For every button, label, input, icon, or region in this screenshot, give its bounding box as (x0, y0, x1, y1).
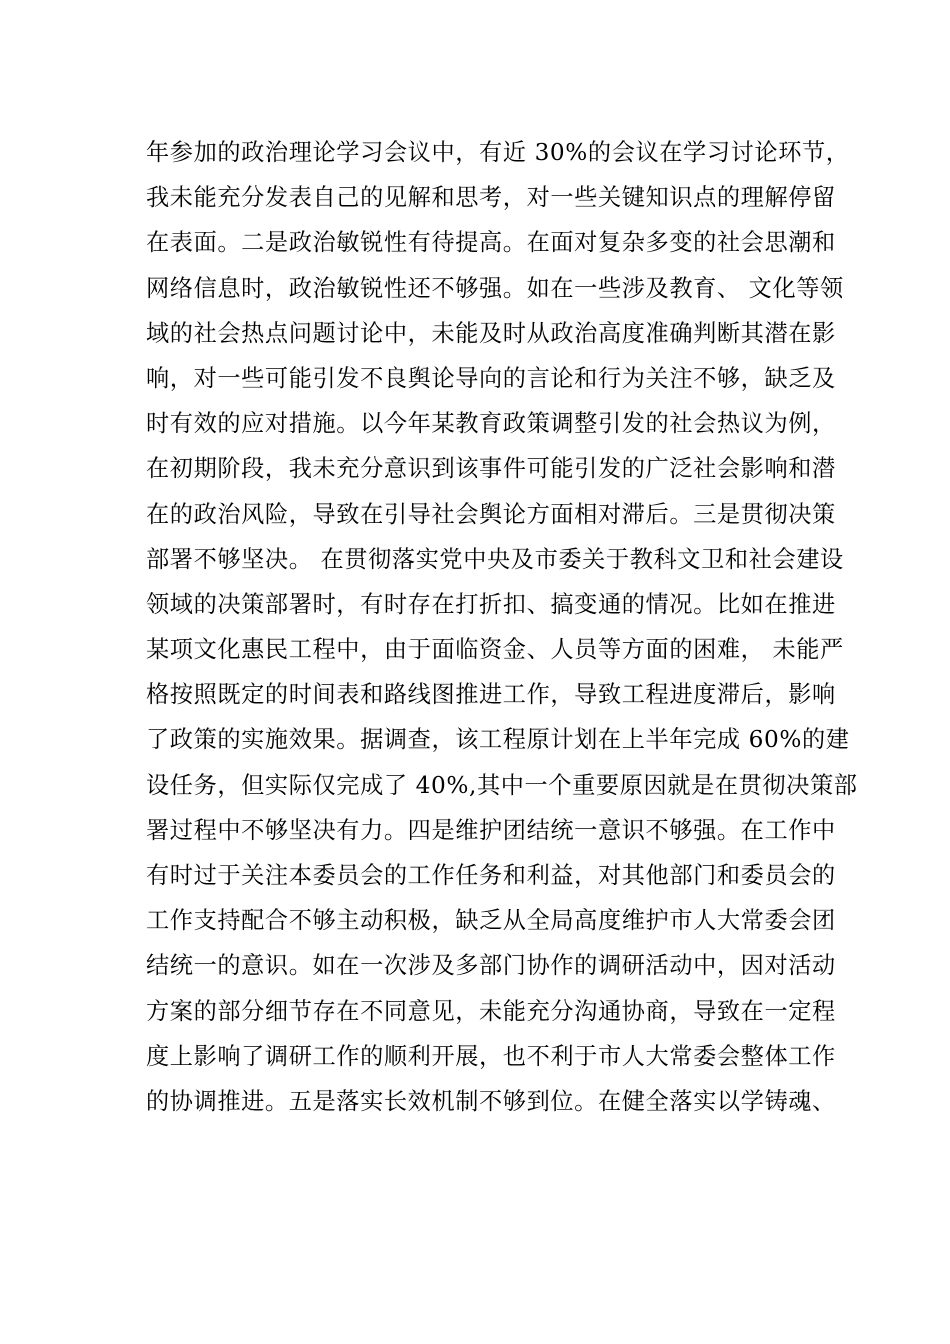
text-line: 工作支持配合不够主动积极，缺乏从全局高度维护市人大常委会团 (146, 907, 836, 935)
text-line: 格按照既定的时间表和路线图推进工作，导致工程进度滞后，影响 (146, 681, 836, 709)
text-line: 在表面。二是政治敏锐性有待提高。在面对复杂多变的社会思潮和 (146, 229, 836, 257)
text-line: 署过程中不够坚决有力。四是维护团结统一意识不够强。在工作中 (146, 816, 836, 844)
text-line: 领域的决策部署时，有时存在打折扣、搞变通的情况。比如在推进 (146, 590, 836, 618)
body-paragraph (146, 130, 858, 1124)
text-line: 网络信息时，政治敏锐性还不够强。如在一些涉及教育、 文化等领 (146, 274, 844, 302)
text-line: 了政策的实施效果。据调查，该工程原计划在上半年完成 60%的建 (146, 726, 850, 754)
text-line: 域的社会热点问题讨论中，未能及时从政治高度准确判断其潜在影 (146, 319, 836, 347)
text-line: 的协调推进。五是落实长效机制不够到位。在健全落实以学铸魂、 (146, 1087, 836, 1115)
text-line: 在的政治风险，导致在引导社会舆论方面相对滞后。三是贯彻决策 (146, 500, 836, 528)
text-line: 年参加的政治理论学习会议中，有近 30%的会议在学习讨论环节， (146, 139, 850, 166)
text-line: 方案的部分细节存在不同意见，未能充分沟通协商，导致在一定程 (146, 997, 836, 1025)
text-line: 在初期阶段，我未充分意识到该事件可能引发的广泛社会影响和潜 (146, 455, 836, 483)
text-line: 某项文化惠民工程中，由于面临资金、人员等方面的困难， 未能严 (146, 636, 844, 664)
text-line: 度上影响了调研工作的顺利开展，也不利于市人大常委会整体工作 (146, 1042, 836, 1070)
text-line: 我未能充分发表自己的见解和思考，对一些关键知识点的理解停留 (146, 184, 836, 212)
text-line: 响，对一些可能引发不良舆论导向的言论和行为关注不够，缺乏及 (146, 364, 836, 392)
text-line: 结统一的意识。如在一次涉及多部门协作的调研活动中，因对活动 (146, 952, 836, 980)
text-line: 有时过于关注本委员会的工作任务和利益，对其他部门和委员会的 (146, 862, 836, 889)
text-line: 部署不够坚决。 在贯彻落实党中央及市委关于教科文卫和社会建设 (146, 545, 844, 573)
text-line: 时有效的应对措施。以今年某教育政策调整引发的社会热议为例， (146, 410, 836, 438)
text-line: 设任务，但实际仅完成了 40%,其中一个重要原因就是在贯彻决策部 (146, 771, 858, 799)
